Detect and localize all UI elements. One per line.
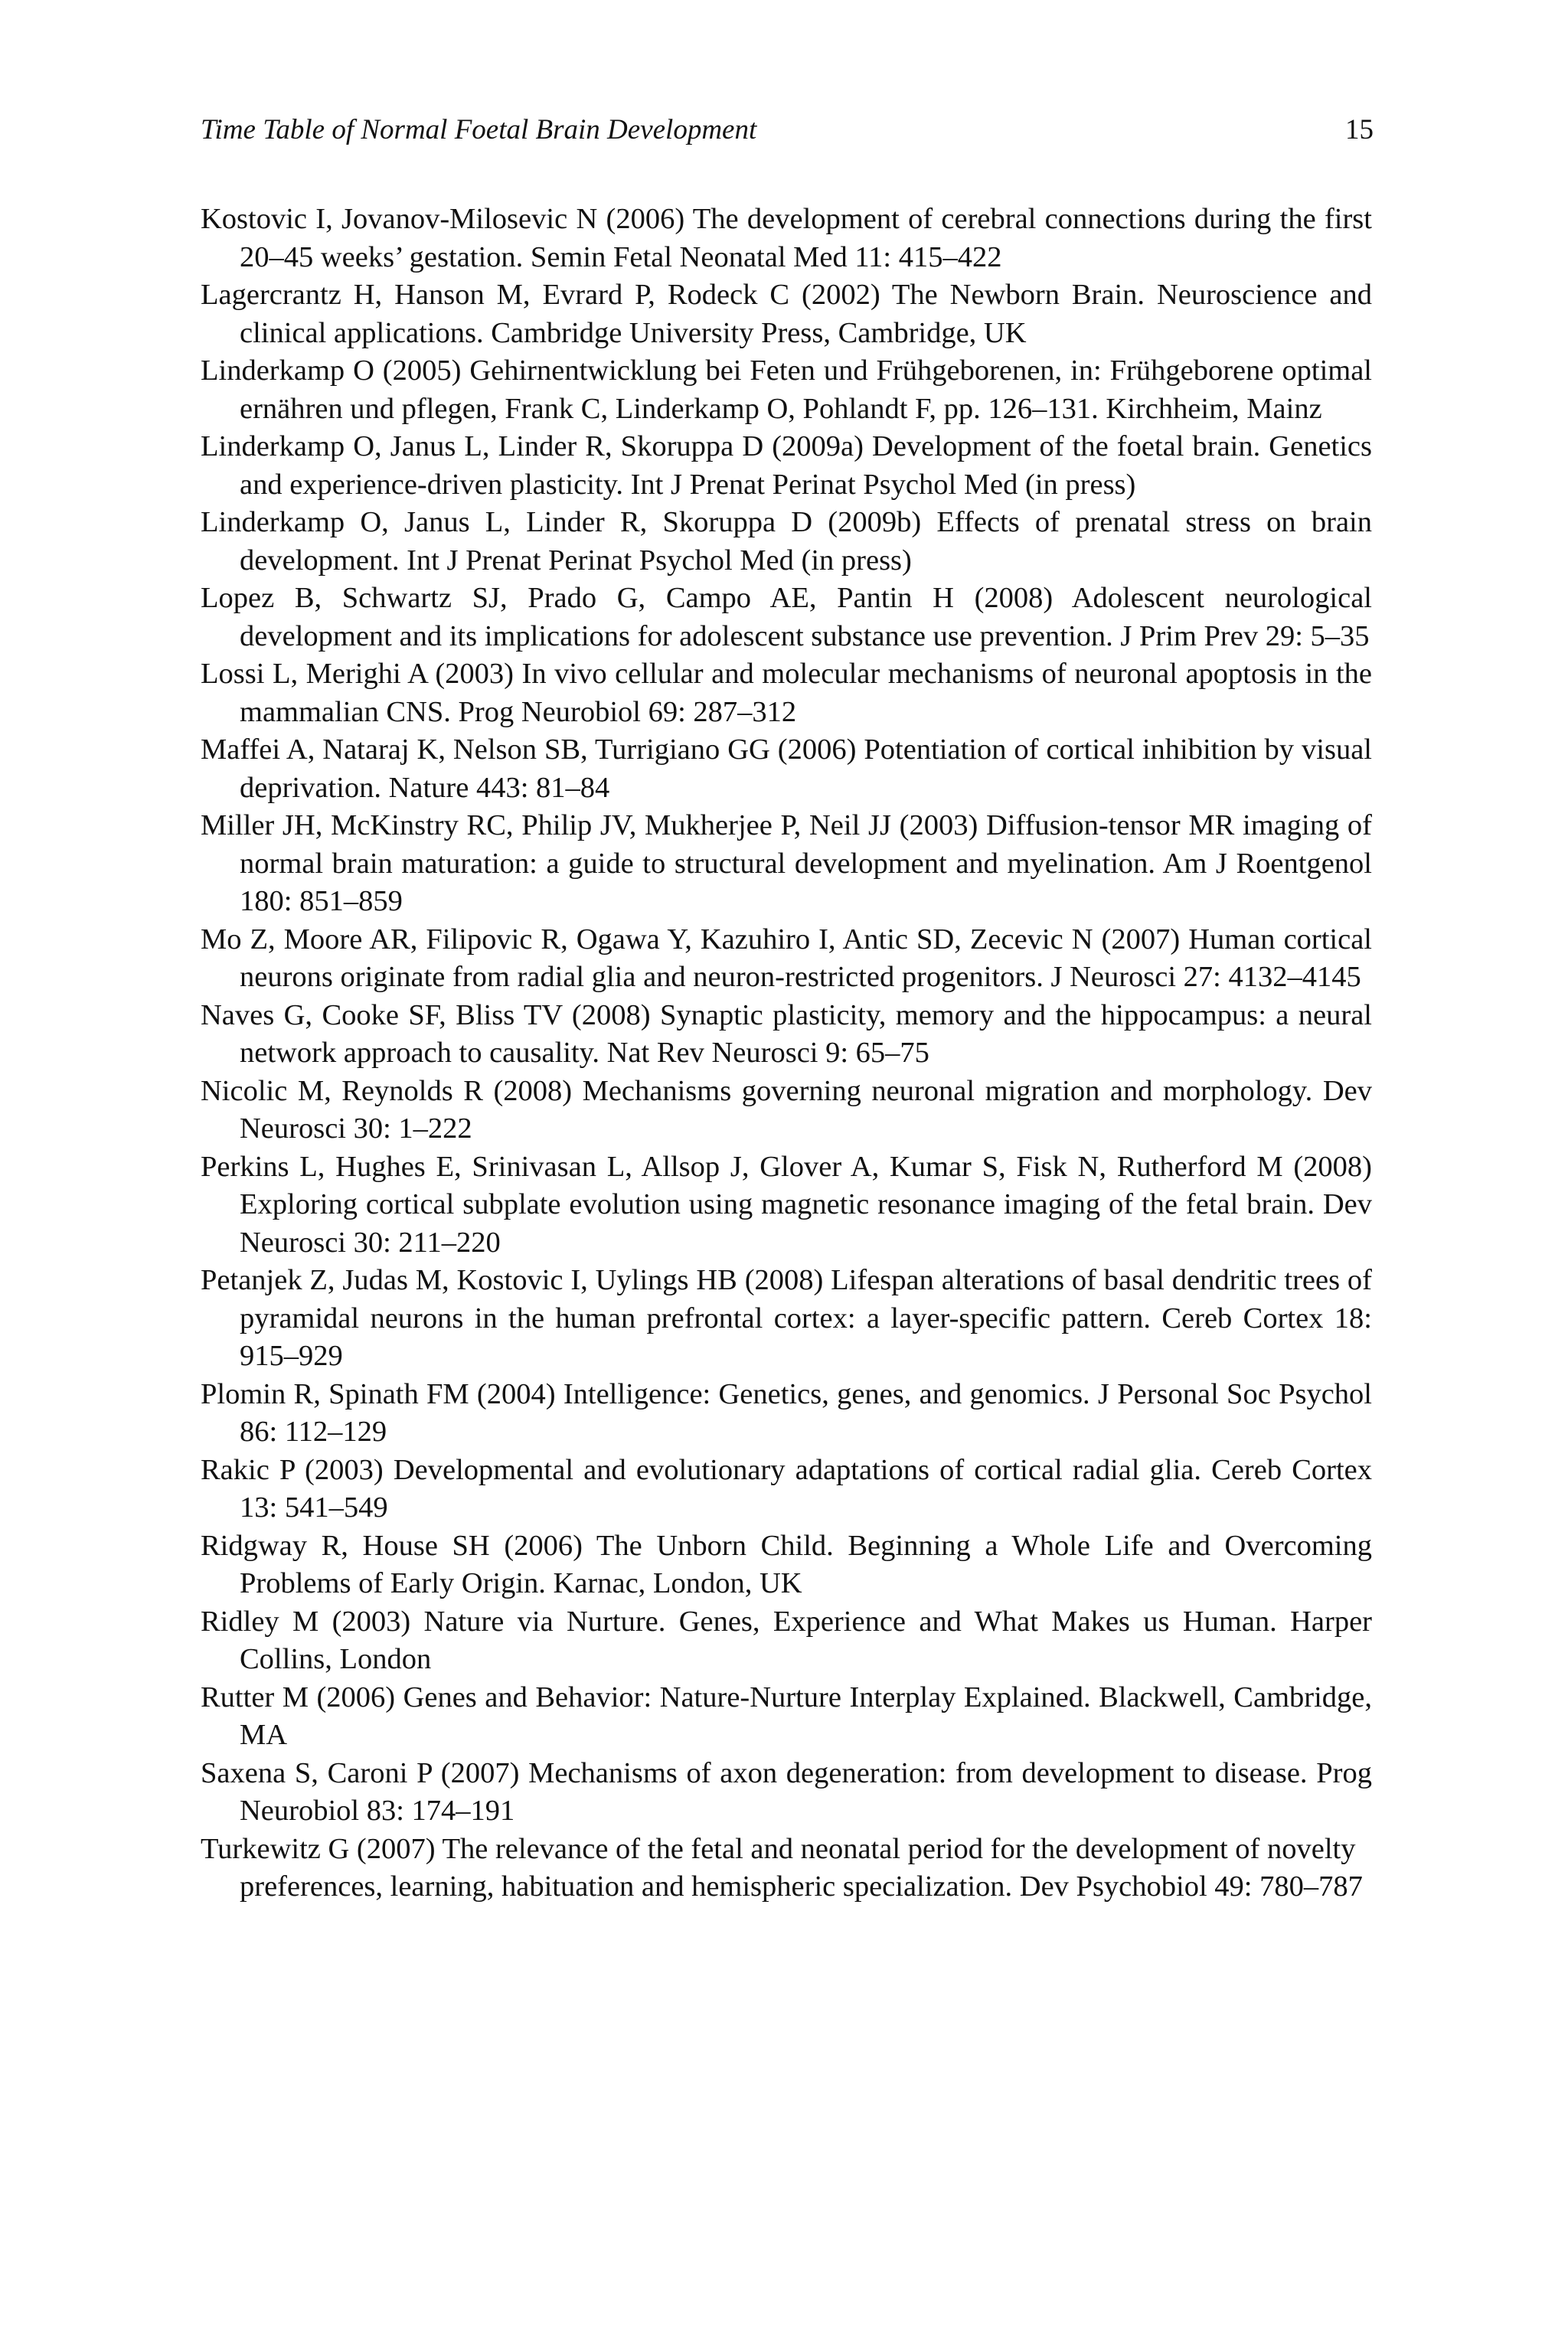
reference-item: Petanjek Z, Judas M, Kostovic I, Uylings HB (2008) Lifespan alterations of basal dendritic trees of pyramidal neurons in the human prefrontal cortex: a layer-specific pattern. Cereb Cortex 18: 915–929 <box>201 1264 1372 1372</box>
reference-item: Lopez B, Schwartz SJ, Prado G, Campo AE, Pantin H (2008) Adolescent neurological development and its implications for adolescent substance use prevention. J Prim Prev 29: 5–35 <box>201 582 1372 652</box>
reference-item: Mo Z, Moore AR, Filipovic R, Ogawa Y, Kazuhiro I, Antic SD, Zecevic N (2007) Human cortical neurons originate from radial glia and neuron-restricted progenitors. J Neurosci 27: 4132–4145 <box>201 923 1372 993</box>
reference-item: Kostovic I, Jovanov-Milosevic N (2006) The development of cerebral connections during the first 20–45 weeks’ gestation. Semin Fetal Neonatal Med 11: 415–422 <box>201 203 1372 273</box>
reference-item: Maffei A, Nataraj K, Nelson SB, Turrigiano GG (2006) Potentiation of cortical inhibition by visual deprivation. Nature 443: 81–84 <box>201 733 1372 804</box>
reference-item: Linderkamp O (2005) Gehirnentwicklung bei Feten und Frühgeborenen, in: Frühgeborene optimal ernähren und pflegen, Frank C, Linderkamp O, Pohlandt F, pp. 126–131. Kirchheim, Mainz <box>201 354 1372 425</box>
reference-item: Miller JH, McKinstry RC, Philip JV, Mukherjee P, Neil JJ (2003) Diffusion-tensor MR imaging of normal brain maturation: a guide to structural development and myelination. Am J Roentgenol 180: 851–859 <box>201 809 1372 917</box>
reference-item: Plomin R, Spinath FM (2004) Intelligence: Genetics, genes, and genomics. J Personal Soc Psychol 86: 112–129 <box>201 1377 1372 1448</box>
reference-item: Turkewitz G (2007) The relevance of the fetal and neonatal period for the development of novelty preferences, learning, habituation and hemispheric specialization. Dev Psychobiol 49: 780–787 <box>201 1832 1363 1903</box>
reference-item: Linderkamp O, Janus L, Linder R, Skoruppa D (2009b) Effects of prenatal stress on brain development. Int J Prenat Perinat Psychol Med (in press) <box>201 506 1372 577</box>
reference-item: Saxena S, Caroni P (2007) Mechanisms of axon degeneration: from development to disease. Prog Neurobiol 83: 174–191 <box>201 1756 1372 1827</box>
running-title: Time Table of Normal Foetal Brain Development <box>201 114 757 145</box>
reference-item: Lossi L, Merighi A (2003) In vivo cellular and molecular mechanisms of neuronal apoptosis in the mammalian CNS. Prog Neurobiol 69: 287–312 <box>201 658 1372 728</box>
reference-item: Rutter M (2006) Genes and Behavior: Nature-Nurture Interplay Explained. Blackwell, Cambridge, MA <box>201 1681 1372 1751</box>
page-number: 15 <box>1345 114 1374 145</box>
reference-item: Ridgway R, House SH (2006) The Unborn Child. Beginning a Whole Life and Overcoming Problems of Early Origin. Karnac, London, UK <box>201 1529 1372 1599</box>
reference-item: Rakic P (2003) Developmental and evolutionary adaptations of cortical radial glia. Cereb Cortex 13: 541–549 <box>201 1453 1372 1524</box>
reference-item: Lagercrantz H, Hanson M, Evrard P, Rodeck C (2002) The Newborn Brain. Neuroscience and clinical applications. Cambridge University Press, Cambridge, UK <box>201 279 1372 349</box>
running-head <box>201 107 1374 153</box>
reference-item: Naves G, Cooke SF, Bliss TV (2008) Synaptic plasticity, memory and the hippocampus: a neural network approach to causality. Nat Rev Neurosci 9: 65–75 <box>201 998 1372 1069</box>
reference-list <box>201 201 1372 1906</box>
reference-item: Nicolic M, Reynolds R (2008) Mechanisms governing neuronal migration and morphology. Dev Neurosci 30: 1–222 <box>201 1074 1372 1145</box>
reference-item: Ridley M (2003) Nature via Nurture. Genes, Experience and What Makes us Human. Harper Collins, London <box>201 1605 1372 1675</box>
reference-item: Linderkamp O, Janus L, Linder R, Skoruppa D (2009a) Development of the foetal brain. Genetics and experience-driven plasticity. Int J Prenat Perinat Psychol Med (in press) <box>201 430 1372 501</box>
reference-item: Perkins L, Hughes E, Srinivasan L, Allsop J, Glover A, Kumar S, Fisk N, Rutherford M (2008) Exploring cortical subplate evolution using magnetic resonance imaging of the fetal brain. Dev Neurosci 30: 211–220 <box>201 1150 1372 1259</box>
